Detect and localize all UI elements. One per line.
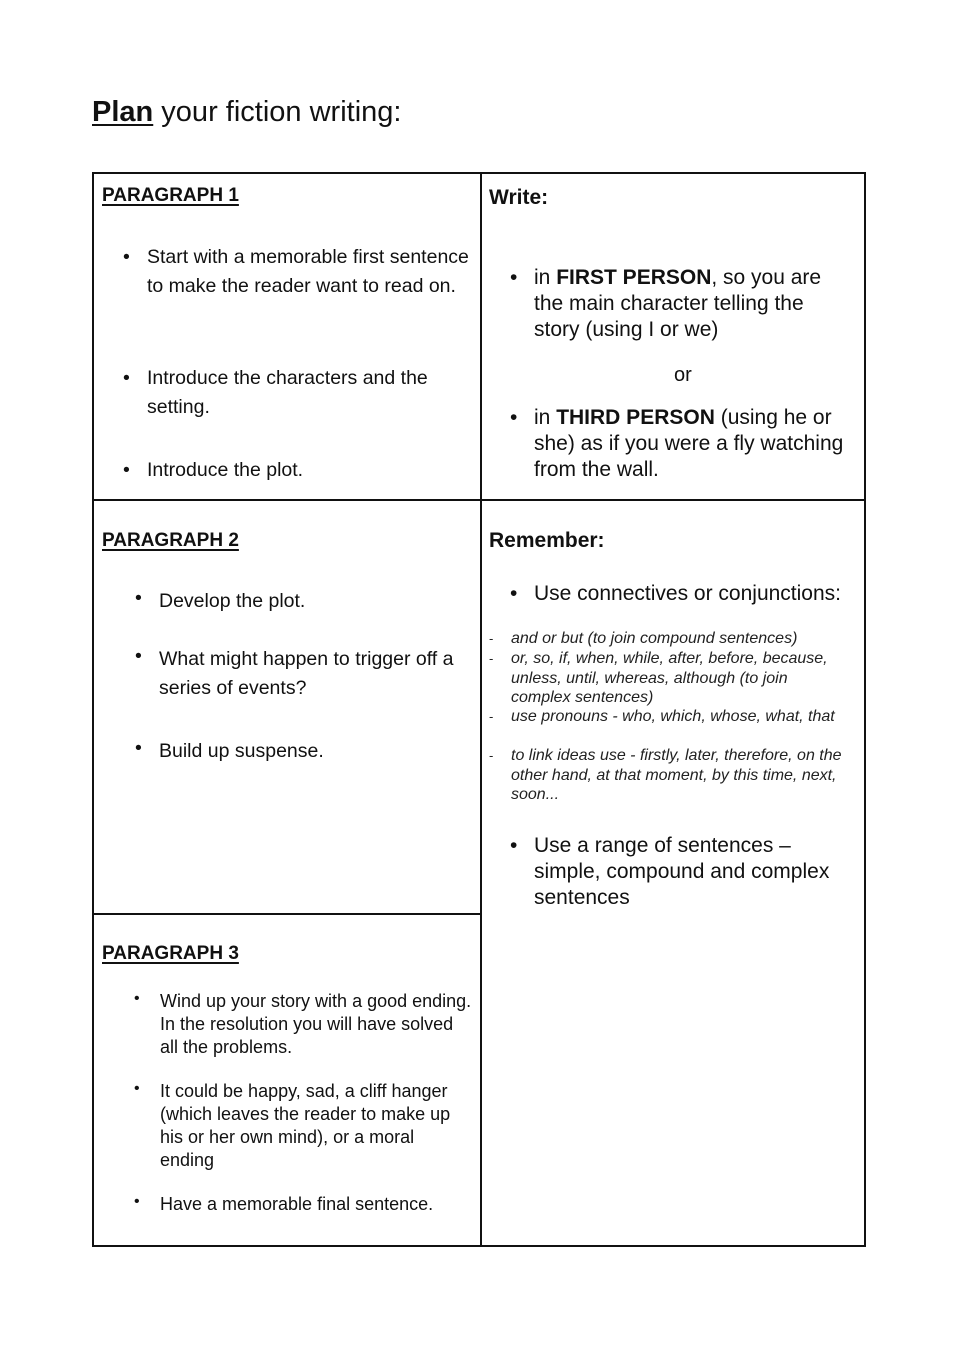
list-item: • It could be happy, sad, a cliff hanger (which leaves the reader to make up his or her own mind), or a moral ending [160, 1080, 472, 1172]
paragraph1-heading: PARAGRAPH 1 [102, 185, 239, 206]
table-divider-vertical [480, 174, 482, 1245]
page-title [92, 94, 401, 130]
list-item: • Build up suspense. [159, 737, 474, 766]
list-item: • Wind up your story with a good ending. In the resolution you will have solved all the problems. [160, 990, 472, 1059]
title-rest: your fiction writing: [153, 96, 402, 128]
bullet-icon: • [135, 645, 142, 667]
bullet-icon: • [123, 246, 130, 268]
bullet-icon: • [134, 990, 140, 1007]
list-item: • Use a range of sentences – simple, compound and complex sentences [510, 834, 830, 909]
dash-icon: - [489, 748, 494, 763]
bullet-icon: • [123, 459, 130, 481]
bullet-icon: • [135, 737, 142, 759]
planning-table [92, 172, 866, 1247]
bullet-icon: • [134, 1080, 140, 1097]
or-text: or [674, 364, 692, 386]
bullet-icon: • [510, 582, 518, 605]
list-item: • Use connectives or conjunctions: [510, 582, 841, 605]
list-item: • Introduce the plot. [147, 456, 472, 485]
list-item: • What might happen to trigger off a series of events? [159, 645, 474, 703]
list-item: • Develop the plot. [159, 587, 474, 616]
dash-item: - or, so, if, when, while, after, before, because, unless, until, whereas, although (to join complex sentences) [489, 650, 828, 706]
dash-item: - and or but (to join compound sentences) [489, 630, 798, 647]
bullet-icon: • [123, 367, 130, 389]
list-item: • Introduce the characters and the setting. [147, 364, 472, 422]
table-divider-horizontal-left [94, 913, 482, 915]
bullet-icon: • [134, 1193, 140, 1210]
title-bold: Plan [92, 96, 154, 128]
dash-icon: - [489, 651, 494, 666]
bullet-icon: • [510, 834, 518, 857]
table-divider-horizontal [94, 499, 864, 501]
bullet-icon: • [510, 406, 518, 429]
list-item: • in FIRST PERSON, so you are the main character telling the story (using I or we) [510, 266, 822, 341]
dash-icon: - [489, 631, 494, 646]
dash-icon: - [489, 709, 494, 724]
list-item: • Start with a memorable first sentence to make the reader want to read on. [147, 243, 472, 301]
paragraph2-heading: PARAGRAPH 2 [102, 530, 239, 551]
dash-item: - use pronouns - who, which, whose, what, that [489, 708, 835, 725]
write-heading: Write: [489, 186, 549, 209]
remember-heading: Remember: [489, 529, 605, 552]
list-item: • in THIRD PERSON (using he or she) as if you were a fly watching from the wall. [510, 406, 844, 481]
list-item: • Have a memorable final sentence. [160, 1193, 472, 1216]
paragraph3-heading: PARAGRAPH 3 [102, 943, 239, 964]
bullet-icon: • [135, 587, 142, 609]
bullet-icon: • [510, 266, 518, 289]
dash-item: - to link ideas use - firstly, later, therefore, on the other hand, at that moment, by this time, next, soon... [489, 747, 842, 803]
